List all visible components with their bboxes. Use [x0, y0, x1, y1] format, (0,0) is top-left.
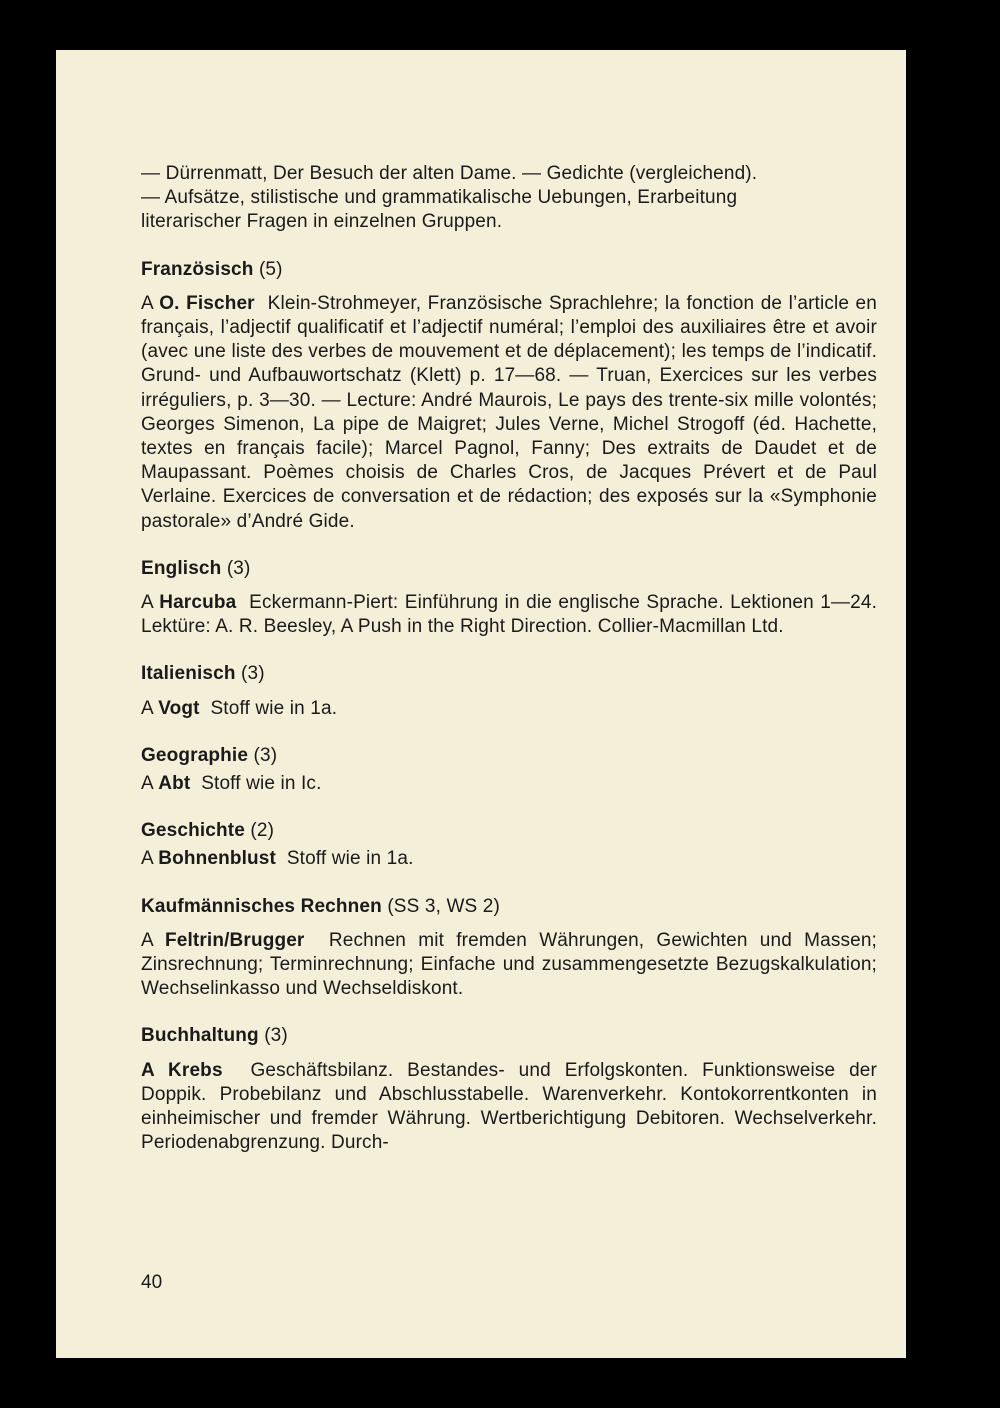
section-text: Stoff wie in 1a.: [286, 848, 414, 870]
intro-paragraph: [141, 162, 877, 235]
section-heading-geographie: [141, 744, 877, 768]
section-heading-kaufmaennisches-rechnen: [141, 895, 877, 919]
section-hours: (3): [226, 557, 251, 579]
section-hours: (5): [258, 258, 283, 280]
intro-line-1: — Dürrenmatt, Der Besuch der alten Dame. — Gedichte (vergleichend).: [141, 163, 758, 184]
section-body-geschichte: [141, 847, 877, 871]
section-hours: (3): [264, 1025, 288, 1047]
section-title: Geschichte: [141, 820, 245, 842]
page-number: 40: [141, 1272, 163, 1293]
section-title: Italienisch: [141, 663, 236, 685]
teacher-name: Vogt: [158, 697, 200, 719]
intro-line-3: literarischer Fragen in einzelnen Gruppen.: [141, 211, 503, 233]
section-title: Geographie: [141, 744, 249, 766]
teacher-prefix: A: [141, 292, 153, 314]
section-title: Französisch: [141, 258, 254, 280]
section-body-franzoesisch: [141, 292, 877, 534]
section-text: Stoff wie in 1a.: [210, 697, 338, 719]
teacher-prefix: A: [141, 592, 153, 614]
teacher-name: Abt: [158, 773, 191, 795]
section-heading-franzoesisch: [141, 258, 877, 282]
section-body-italienisch: [141, 697, 877, 721]
section-body-englisch: [141, 591, 877, 639]
teacher-prefix: A: [141, 848, 153, 870]
section-text: Stoff wie in Ic.: [201, 773, 322, 795]
intro-line-2: — Aufsätze, stilistische und grammatikalische Uebungen, Erarbeitung: [141, 187, 738, 209]
section-heading-buchhaltung: [141, 1024, 877, 1048]
section-heading-geschichte: [141, 819, 877, 843]
section-hours: (2): [250, 820, 275, 842]
section-text: Klein-Strohmeyer, Französische Sprachlehre; la fonction de l’article en français, l’adjectif qualificatif et l’adjectif numéral; l’emploi des auxiliaires être et avoir (avec une liste des verbes de mouvement et de déplacement); les temps de l’indicatif. Grund- und Aufbauwortschatz (Klett) p. 17—68. — Truan, Exercices sur les verbes irréguliers, p. 3—30. — Lecture: André Maurois, Le pays des trente-six mille volontés; Georges Simenon, La pipe de Maigret; Jules Verne, Michel Strogoff (éd. Hachette, textes en français facile); Marcel Pagnol, Fanny; Des extraits de Daudet et de Maupassant. Poèmes choisis de Charles Cros, de Jacques Prévert et de Paul Verlaine. Exercices de conversation et de rédaction; des exposés sur la «Symphonie pastorale» d’André Gide.: [141, 292, 877, 532]
section-hours: (3): [241, 663, 265, 685]
section-text: Eckermann-Piert: Einführung in die englische Sprache. Lektionen 1—24. Lektüre: A. R. Beesley, A Push in the Right Direction. Collier-Macmillan Ltd.: [141, 592, 878, 638]
section-title: Kaufmännisches Rechnen: [141, 895, 382, 917]
section-body-kaufmaennisches-rechnen: [141, 929, 877, 1002]
section-body-geographie: [141, 772, 877, 796]
page-content: [141, 162, 877, 1156]
document-page: [56, 50, 906, 1358]
section-text: Rechnen mit fremden Währungen, Gewichten und Massen; Zinsrechnung; Terminrechnung; Einfache und zusammengesetzte Bezugskalkulation; Wechselinkasso und Wechseldiskont.: [141, 929, 877, 1000]
teacher-name: O. Fischer: [159, 292, 255, 314]
section-title: Buchhaltung: [141, 1025, 259, 1047]
teacher-name: Feltrin/Brugger: [165, 929, 305, 951]
teacher-prefix: A: [141, 773, 153, 795]
teacher-name: Bohnenblust: [158, 848, 276, 870]
section-hours: (3): [253, 744, 278, 766]
teacher-name: A Krebs: [141, 1059, 223, 1081]
section-heading-italienisch: [141, 662, 877, 686]
section-title: Englisch: [141, 557, 222, 579]
teacher-prefix: A: [141, 929, 153, 951]
section-body-buchhaltung: [141, 1059, 877, 1156]
section-hours: (SS 3, WS 2): [387, 895, 500, 917]
section-text: Geschäftsbilanz. Bestandes- und Erfolgskonten. Funktionsweise der Doppik. Probebilanz und Abschlusstabelle. Warenverkehr. Kontokorrentkonten in einheimischer und fremder Währung. Wertberichtigung Debitoren. Wechselverkehr. Periodenabgrenzung. Durch-: [141, 1059, 877, 1154]
teacher-prefix: A: [141, 697, 153, 719]
teacher-name: Harcuba: [159, 592, 237, 614]
section-heading-englisch: [141, 557, 877, 581]
